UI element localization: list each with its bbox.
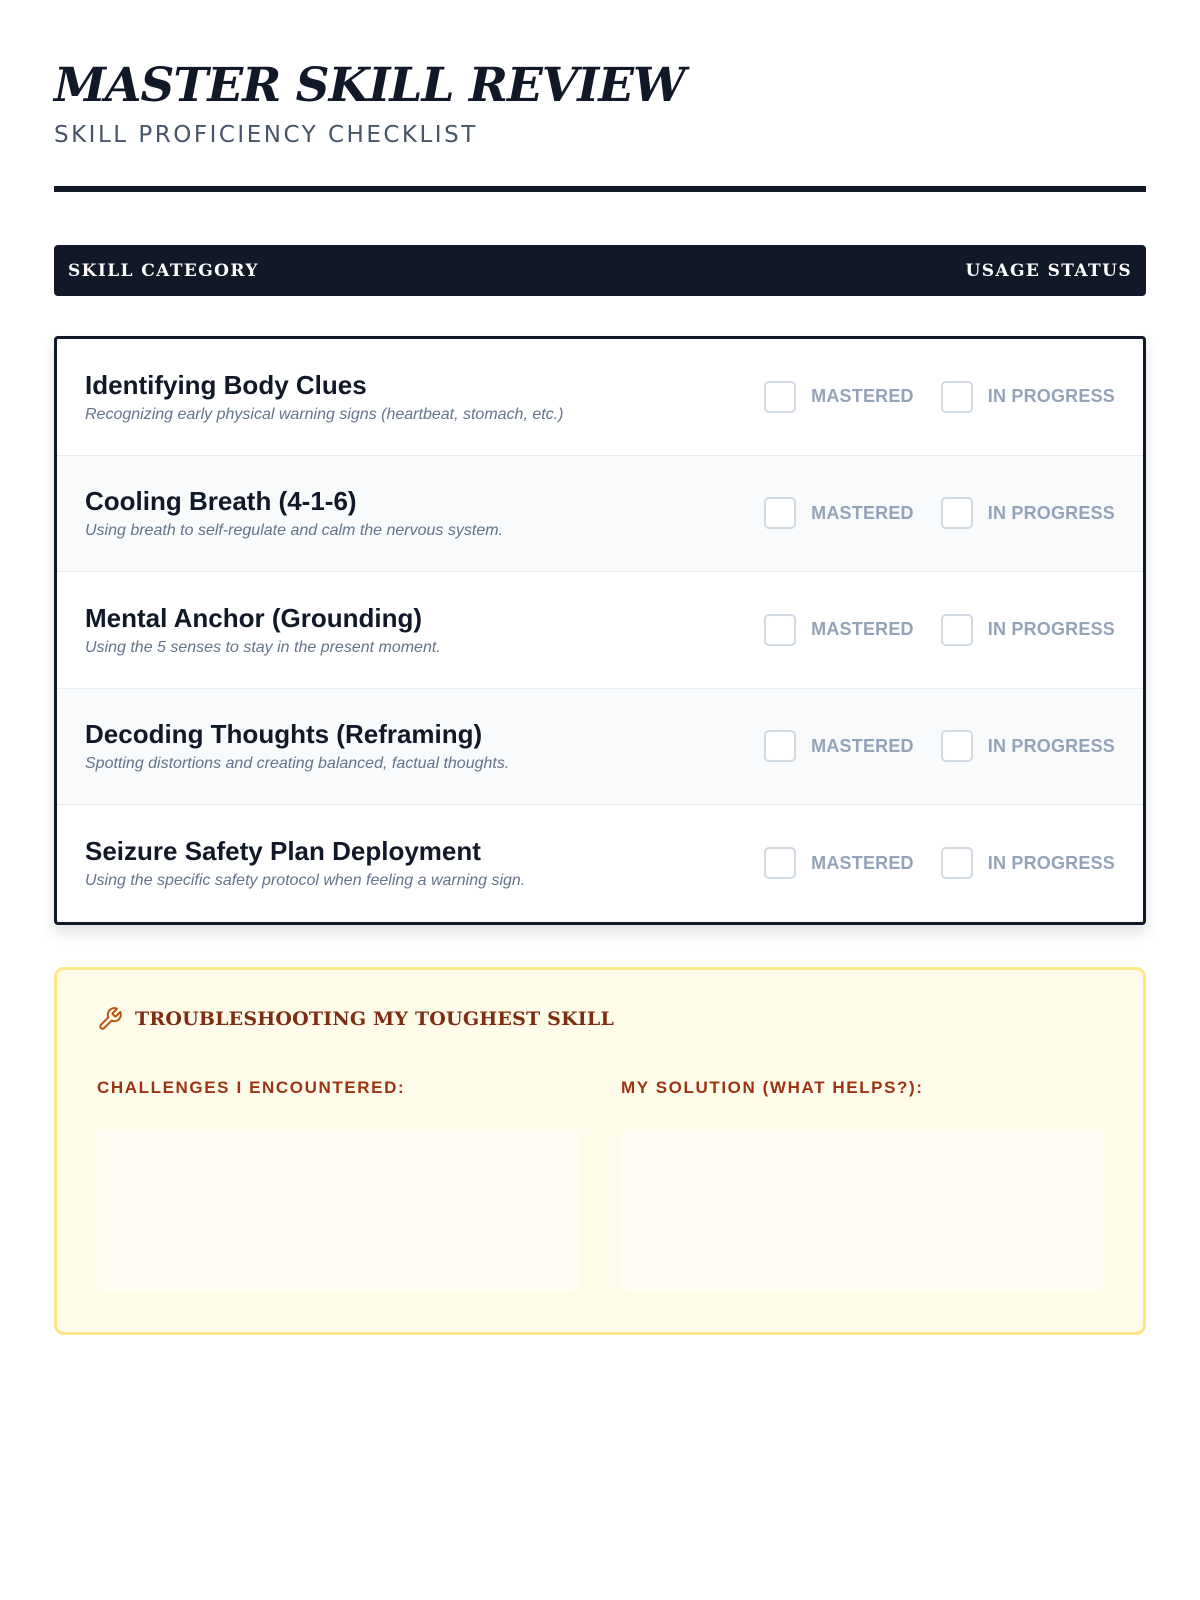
in-progress-option[interactable] (941, 497, 1115, 529)
mastered-option[interactable] (764, 614, 914, 646)
skill-status (737, 730, 1115, 762)
in-progress-label: IN PROGRESS (987, 619, 1115, 640)
header-divider (54, 186, 1146, 192)
skill-name: Cooling Breath (4-1-6) (85, 486, 357, 517)
mastered-checkbox[interactable] (764, 730, 796, 762)
challenges-column (97, 1078, 579, 1292)
column-header-status: USAGE STATUS (965, 260, 1132, 281)
in-progress-option[interactable] (941, 381, 1115, 413)
header (54, 0, 1146, 192)
mastered-label: MASTERED (811, 502, 914, 523)
skill-status (737, 381, 1115, 413)
skill-status (737, 497, 1115, 529)
mastered-option[interactable] (764, 381, 914, 413)
mastered-label: MASTERED (811, 852, 914, 873)
skill-info (85, 718, 509, 774)
in-progress-option[interactable] (941, 847, 1115, 879)
mastered-checkbox[interactable] (764, 381, 796, 413)
skill-description: Spotting distortions and creating balanced, factual thoughts. (85, 755, 510, 773)
troubleshooting-title: TROUBLESHOOTING MY TOUGHEST SKILL (135, 1007, 615, 1030)
wrench-icon (97, 1006, 123, 1032)
solution-label: MY SOLUTION (WHAT HELPS?): (621, 1077, 924, 1097)
skill-info (85, 485, 503, 541)
solution-column (621, 1078, 1103, 1292)
troubleshooting-heading (97, 1006, 1103, 1032)
mastered-option[interactable] (764, 847, 914, 879)
skill-row (57, 339, 1143, 456)
skill-info (85, 835, 525, 891)
skill-row (57, 456, 1143, 573)
mastered-label: MASTERED (811, 386, 914, 407)
skill-description: Using breath to self-regulate and calm the nervous system. (85, 522, 503, 540)
challenges-input[interactable] (97, 1130, 579, 1292)
skill-row (57, 805, 1143, 922)
in-progress-option[interactable] (941, 730, 1115, 762)
page-subtitle: SKILL PROFICIENCY CHECKLIST (54, 122, 478, 148)
skill-row (57, 572, 1143, 689)
solution-input[interactable] (621, 1130, 1103, 1292)
mastered-option[interactable] (764, 730, 914, 762)
skills-list (54, 336, 1146, 925)
troubleshooting-panel (54, 967, 1146, 1335)
skill-name: Seizure Safety Plan Deployment (85, 836, 481, 867)
mastered-checkbox[interactable] (764, 847, 796, 879)
skill-info (85, 369, 563, 425)
skill-name: Decoding Thoughts (Reframing) (85, 719, 483, 750)
skill-description: Using the specific safety protocol when feeling a warning sign. (85, 872, 526, 890)
in-progress-label: IN PROGRESS (987, 735, 1115, 756)
in-progress-label: IN PROGRESS (987, 502, 1115, 523)
skill-row (57, 689, 1143, 806)
in-progress-option[interactable] (941, 614, 1115, 646)
challenges-label: CHALLENGES I ENCOUNTERED: (97, 1077, 406, 1097)
table-header (54, 245, 1146, 296)
in-progress-checkbox[interactable] (941, 847, 973, 879)
in-progress-label: IN PROGRESS (987, 386, 1115, 407)
skill-status (737, 847, 1115, 879)
mastered-checkbox[interactable] (764, 497, 796, 529)
page-title: MASTER SKILL REVIEW (54, 58, 685, 113)
in-progress-checkbox[interactable] (941, 497, 973, 529)
skill-description: Using the 5 senses to stay in the present moment. (85, 638, 441, 656)
mastered-label: MASTERED (811, 735, 914, 756)
mastered-option[interactable] (764, 497, 914, 529)
mastered-checkbox[interactable] (764, 614, 796, 646)
skill-name: Identifying Body Clues (85, 369, 367, 400)
column-header-category: SKILL CATEGORY (68, 260, 259, 281)
skill-description: Recognizing early physical warning signs (heartbeat, stomach, etc.) (85, 405, 564, 423)
in-progress-checkbox[interactable] (941, 730, 973, 762)
mastered-label: MASTERED (811, 619, 914, 640)
troubleshooting-columns (97, 1078, 1103, 1292)
skill-info (85, 602, 441, 658)
in-progress-checkbox[interactable] (941, 614, 973, 646)
in-progress-checkbox[interactable] (941, 381, 973, 413)
in-progress-label: IN PROGRESS (987, 852, 1115, 873)
skill-status (737, 614, 1115, 646)
skill-name: Mental Anchor (Grounding) (85, 602, 422, 633)
